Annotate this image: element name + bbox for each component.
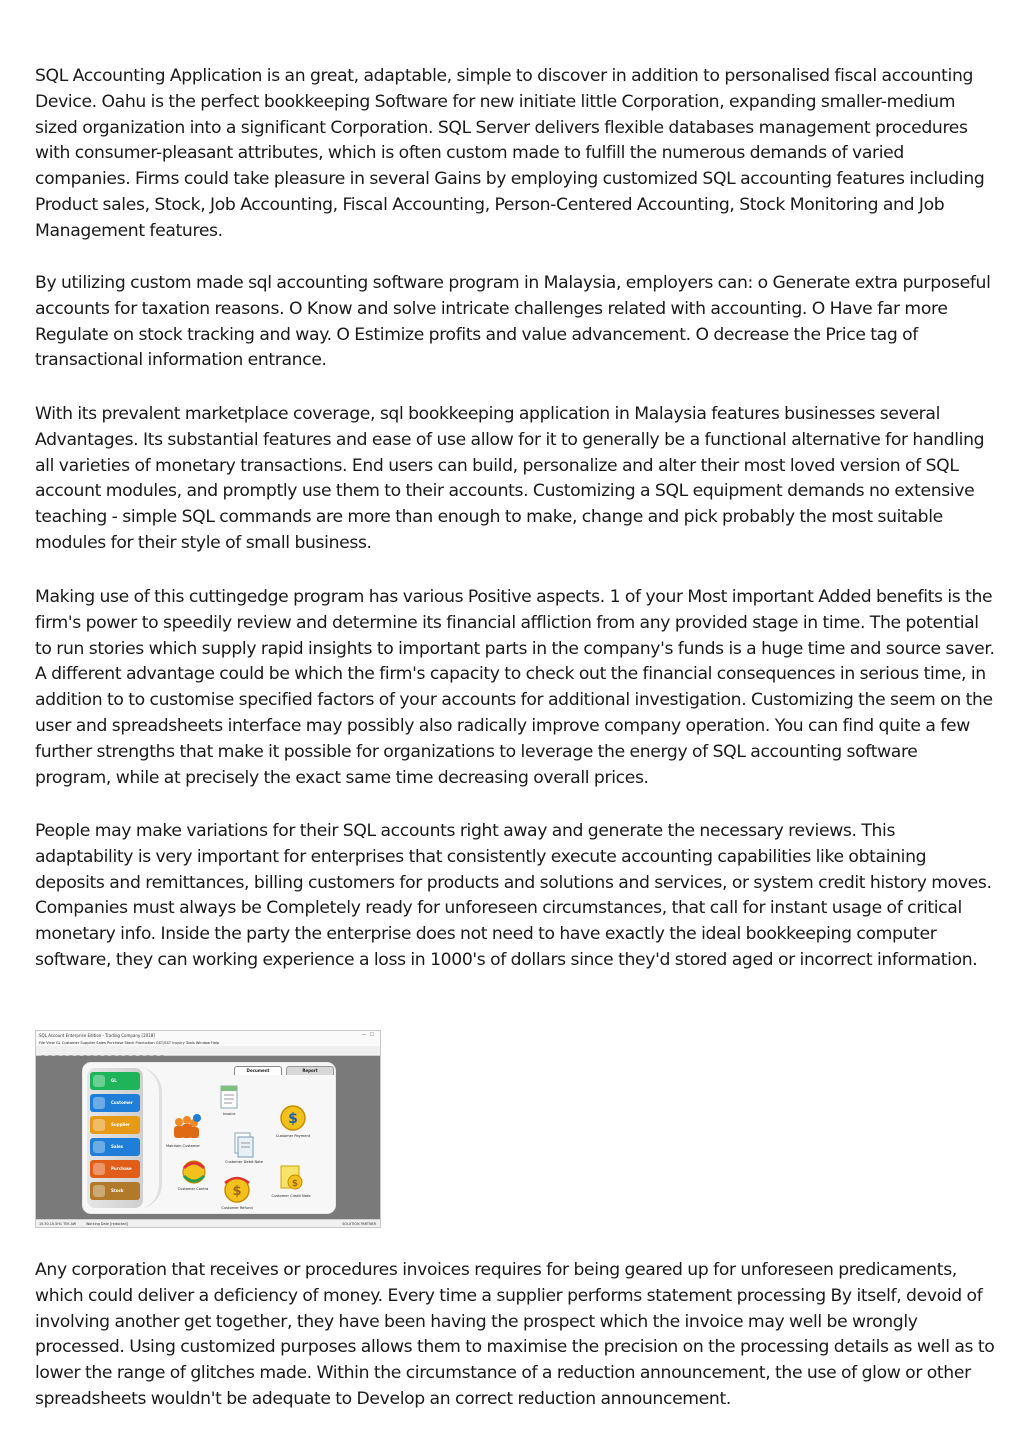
paragraph: People may make variations for their SQL accounts right away and generate the necessary reviews. This adaptability is very important for enterprises that consistently execute accounting capabilities like obtaining deposits and remittances, billing customers for products and solutions and services, or system credit history moves. Companies must always be Completely ready for unforeseen circumstances, that call for instant usage of critical monetary info. Inside the party the enterprise does not need to have exactly the ideal bookkeeping computer software, they can working experience a loss in 1000's of dollars since they'd stored aged or incorrect information.	[35, 821, 992, 970]
status-right: SOLUTION PARTNER	[342, 1222, 376, 1226]
module-supplier	[90, 1116, 140, 1134]
item-label: Customer Contra	[177, 1187, 209, 1191]
module-purchase	[90, 1160, 140, 1178]
tab-document: Document	[234, 1066, 282, 1075]
sql-account-screenshot	[35, 1030, 381, 1228]
module-sidebar	[87, 1068, 143, 1208]
module-label: Stock	[111, 1188, 124, 1193]
svg-text:$: $	[232, 1184, 242, 1199]
window-controls: — ☐	[361, 1032, 374, 1038]
item-label: Customer Credit Note	[271, 1194, 311, 1198]
customer-group-icon	[169, 1114, 201, 1142]
svg-text:$: $	[291, 1179, 299, 1189]
module-label: Customer	[111, 1100, 133, 1105]
module-label: Supplier	[111, 1122, 130, 1127]
status-working-date: Working Date [redacted]	[86, 1222, 128, 1226]
credit-note-icon	[277, 1162, 305, 1192]
paragraph: SQL Accounting Application is an great, adaptable, simple to discover in addition to personalised fiscal accounting Device. Oahu is the perfect bookkeeping Software for new initiate little Corporation, expanding smaller-medium sized organization into a significant Corporation. SQL Server delivers flexible databases management procedures with consumer-pleasant attributes, which is often custom made to fulfill the numerous demands of varied companies. Firms could take pleasure in several Gains by employing customized SQL accounting features including Product sales, Stock, Job Accounting, Fiscal Accounting, Person-Centered Accounting, Stock Monitoring and Job Management features.	[35, 66, 985, 241]
payment-icon	[278, 1103, 308, 1133]
main-panel	[82, 1062, 336, 1214]
module-stock	[90, 1182, 140, 1200]
debit-note-icon	[231, 1131, 255, 1159]
invoice-icon	[218, 1085, 240, 1111]
stock-icon	[93, 1185, 105, 1197]
menu-bar: File View GL Customer Supplier Sales Purchase Stock Production GST/SST Inquiry Tools Window Help	[36, 1040, 380, 1046]
module-gl	[90, 1072, 140, 1090]
paragraph: By utilizing custom made sql accounting software program in Malaysia, employers can: o Generate extra purposeful accounts for taxation reasons. O Know and solve intricate challenges related with accounting. O Have far more Regulate on stock tracking and way. O Estimize profits and value advancement. O decrease the Price tag of transactional information entrance.	[35, 273, 991, 371]
purchase-icon	[93, 1163, 105, 1175]
sidebar-curve	[137, 1067, 162, 1209]
status-left: 15.50.10.5H1 TEK AW	[39, 1222, 77, 1226]
customer-icon	[93, 1097, 105, 1109]
paragraph: With its prevalent marketplace coverage, sql bookkeeping application in Malaysia features businesses several Advantages. Its substantial features and ease of use allow for it to generally be a functional alternative for handling all varieties of monetary transactions. End users can build, personalize and alter their most loved version of SQL account modules, and promptly use them to their accounts. Customizing a SQL equipment demands no extensive teaching - simple SQL commands are more than enough to make, change and pick probably the most suitable modules for their style of small business.	[35, 404, 985, 553]
module-label: Sales	[111, 1144, 124, 1149]
refund-icon	[223, 1175, 251, 1205]
window-title: SQL Account Enterprise Edition - Trading Company [2018]	[36, 1031, 380, 1040]
contra-icon	[179, 1158, 209, 1186]
module-label: GL	[111, 1078, 117, 1083]
status-bar	[36, 1219, 380, 1228]
item-label: Maintain Customer	[165, 1144, 201, 1148]
sales-icon	[93, 1141, 105, 1153]
tab-report: Report	[286, 1066, 334, 1075]
module-label: Purchase	[111, 1166, 132, 1171]
module-customer	[90, 1094, 140, 1112]
workspace	[36, 1056, 380, 1219]
item-label: Customer Refund	[221, 1206, 253, 1210]
paragraph: Making use of this cuttingedge program has various Positive aspects. 1 of your Most important Added benefits is the firm's power to speedily review and determine its financial affliction from any provided stage in time. The potential to run stories which supply rapid insights to important parts in the company's funds is a huge time and source saver. A different advantage could be which the firm's capacity to check out the financial consequences in serious time, in addition to to customise specified factors of your accounts for additional investigation. Customizing the seem on the user and spreadsheets interface may possibly also radically improve company operation. You can find quite a few further strengths that make it possible for organizations to leverage the energy of SQL accounting software program, while at precisely the exact same time decreasing overall prices.	[35, 587, 995, 788]
item-label: Invoice	[222, 1112, 236, 1116]
module-sales	[90, 1138, 140, 1156]
svg-text:$: $	[288, 1111, 298, 1127]
toolbar	[36, 1046, 380, 1056]
article-body	[35, 64, 997, 1000]
gl-icon	[93, 1075, 105, 1087]
paragraph: Any corporation that receives or procedures invoices requires for being geared up for unforeseen predicaments, which could deliver a deficiency of money. Every time a supplier performs statement processing By itself, devoid of involving another get together, they have been having the prospect which the invoice may well be wrongly processed. Using customized purposes allows them to maximise the precision on the processing details as well as to lower the range of glitches made. Within the circumstance of a reduction announcement, the use of glow or other spreadsheets wouldn't be adequate to Develop an correct reduction announcement.	[35, 1260, 995, 1409]
supplier-icon	[93, 1119, 105, 1131]
item-label: Customer Payment	[275, 1134, 311, 1138]
item-label: Customer Debit Note	[225, 1160, 263, 1164]
